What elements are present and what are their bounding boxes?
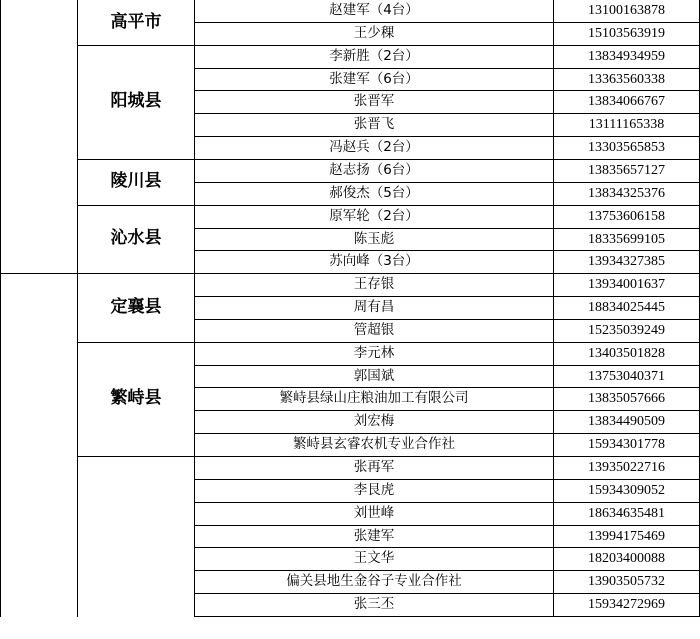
contact-name: 王文华: [353, 550, 395, 566]
contact-name: 赵志扬（6台）: [329, 162, 419, 178]
contact-phone: 13834066767: [588, 94, 665, 109]
contact-phone: 13100163878: [588, 3, 665, 18]
contact-phone: 13363560338: [588, 72, 665, 87]
contact-phone: 13111165338: [588, 117, 665, 132]
contact-phone: 13935022716: [588, 460, 665, 475]
contact-name: 张再军: [353, 459, 395, 475]
grid-line-vertical: [0, 0, 1, 617]
contact-name: 王少稞: [353, 25, 395, 41]
contact-phone: 18634635481: [588, 506, 665, 521]
contact-phone: 13403501828: [588, 346, 665, 361]
county-name: 阳城县: [110, 91, 162, 111]
contact-name: 赵建军（4台）: [329, 2, 419, 18]
contact-phone: 13903505732: [588, 574, 665, 589]
contact-name: 繁峙县绿山庄粮油加工有限公司: [279, 390, 469, 406]
grid-line-horizontal: [77, 159, 194, 160]
contact-phone: 13934327385: [588, 254, 665, 269]
contact-phone: 18834025445: [588, 300, 665, 315]
contact-name: 张建军（6台）: [329, 71, 419, 87]
grid-line-horizontal: [77, 45, 194, 46]
contact-phone: 13834490509: [588, 414, 665, 429]
grid-line-horizontal: [77, 273, 194, 274]
grid-line-horizontal: [0, 273, 77, 274]
county-name: 定襄县: [110, 297, 162, 317]
contact-phone: 13835657127: [588, 163, 665, 178]
contact-phone: 13994175469: [588, 529, 665, 544]
contact-phone: 15235039249: [588, 323, 665, 338]
county-name: 沁水县: [110, 228, 162, 248]
contact-name: 李艮虎: [353, 482, 395, 498]
contact-phone: 13834325376: [588, 186, 665, 201]
contact-name: 张晋飞: [353, 116, 395, 132]
contact-name: 偏关县地生金谷子专业合作社: [286, 573, 462, 589]
contact-name: 郝俊杰（5台）: [329, 185, 419, 201]
contact-phone: 18335699105: [588, 232, 665, 247]
contact-name: 陈玉彪: [353, 231, 395, 247]
contact-phone: 13303565853: [588, 140, 665, 155]
contact-name: 李元林: [353, 345, 395, 361]
contact-name: 张三丕: [353, 596, 395, 612]
contact-name: 原军轮（2台）: [329, 208, 419, 224]
contact-name: 张建军: [353, 528, 395, 544]
grid-line-horizontal: [77, 456, 194, 457]
contact-phone: 15934272969: [588, 597, 665, 612]
contact-name: 李新胜（2台）: [329, 48, 419, 64]
county-name: 繁峙县: [110, 388, 162, 408]
grid-line-horizontal: [77, 205, 194, 206]
contact-phone: 13753040371: [588, 369, 665, 384]
county-name: 高平市: [110, 12, 162, 32]
contact-phone: 13934001637: [588, 277, 665, 292]
contact-name: 刘世峰: [353, 505, 395, 521]
grid-line-horizontal: [77, 342, 194, 343]
contact-name: 刘宏梅: [353, 413, 395, 429]
contact-name: 繁峙县玄睿农机专业合作社: [293, 436, 455, 452]
contact-name: 张晋军: [353, 93, 395, 109]
contact-phone: 15934301778: [588, 437, 665, 452]
contact-name: [195, 616, 553, 639]
contact-phone: 13753606158: [588, 209, 665, 224]
county-name: 陵川县: [110, 171, 162, 191]
contact-phone: 15103563919: [588, 26, 665, 41]
contact-phone: 13835057666: [588, 391, 665, 406]
contact-name: 管超银: [353, 322, 395, 338]
contact-phone: 13834934959: [588, 49, 665, 64]
contact-phone: 15934309052: [588, 483, 665, 498]
contact-name: 苏向峰（3台）: [329, 253, 419, 269]
contact-phone: 18203400088: [588, 551, 665, 566]
contact-name: 冯赵兵（2台）: [329, 139, 419, 155]
contact-name: 周有昌: [353, 299, 395, 315]
contact-name: 郭国斌: [353, 368, 395, 384]
contact-phone: [554, 616, 699, 639]
contact-name: 王存银: [353, 276, 395, 292]
